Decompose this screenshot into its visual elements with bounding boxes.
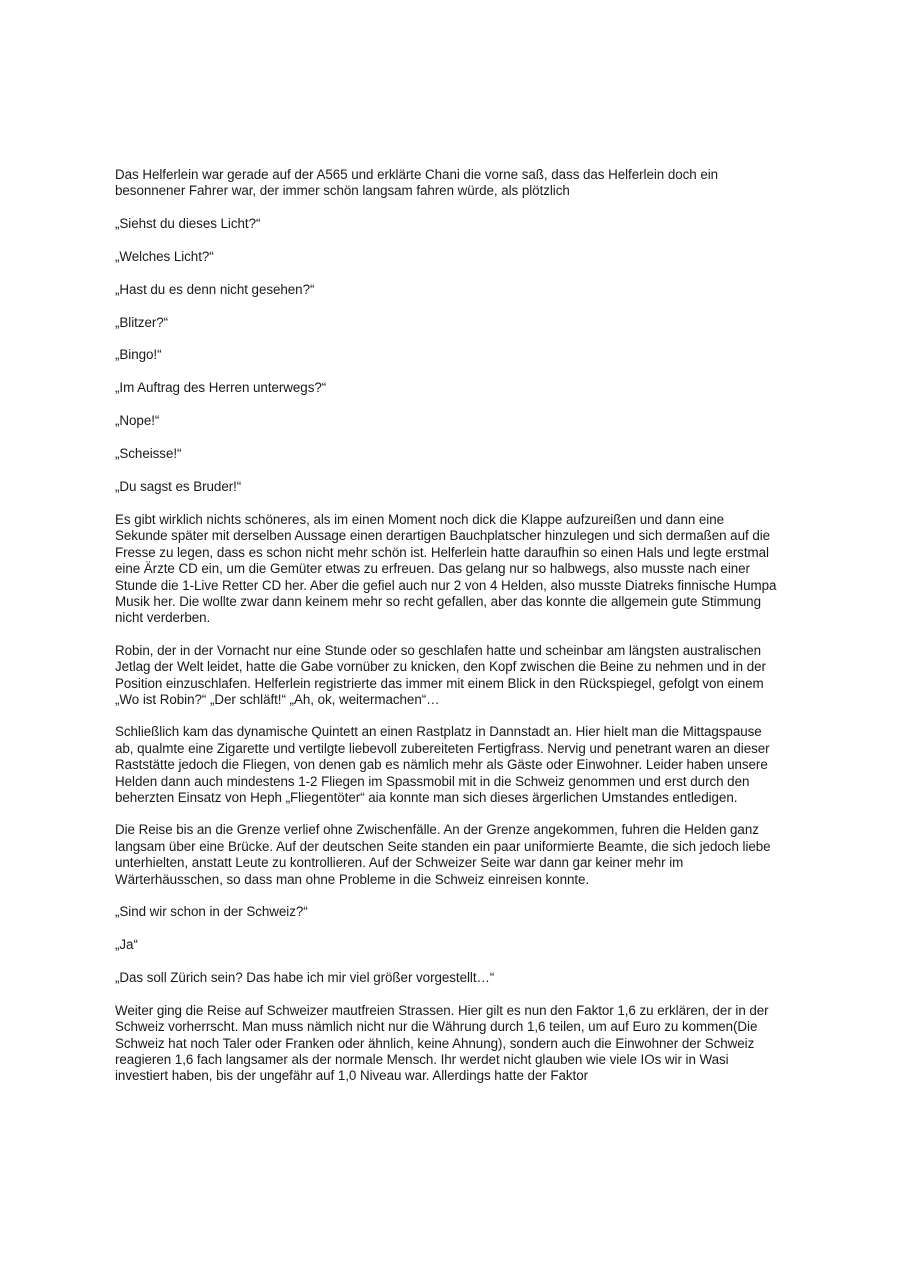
dialog-line: „Welches Licht?“ (115, 248, 214, 264)
dialog-line: „Blitzer?“ (115, 314, 169, 330)
dialog-line: „Im Auftrag des Herren unterwegs?“ (115, 380, 327, 396)
dialog-line: „Du sagst es Bruder!“ (115, 479, 242, 495)
dialog-line: „Hast du es denn nicht gesehen?“ (115, 281, 315, 297)
dialog-line: „Sind wir schon in der Schweiz?“ (115, 904, 308, 920)
paragraph-music: Es gibt wirklich nichts schöneres, als im einen Moment noch dick die Klappe aufzureißen und dann eine Sekunde später mit derselben Aussage einen derartigen Bauchplatscher hinzulegen und sich dermaßen auf die Fresse zu legen, dass es schon nicht mehr schön ist. Helferlein hatte daraufhin so einen Hals und legte erstmal eine Ärzte CD ein, um die Gemüter etwas zu erfreuen. Das gelang nur so halbwegs, also musste nach einer Stunde die 1-Live Retter CD her. Aber die gefiel auch nur 2 von 4 Helden, also musste Diatreks finnische Humpa Musik her. Die wollte zwar dann keinem mehr so recht gefallen, aber das konnte die allgemein gute Stimmung nicht verderben. (115, 511, 777, 626)
paragraph-rastplatz: Schließlich kam das dynamische Quintett an einen Rastplatz in Dannstadt an. Hier hielt man die Mittagspause ab, qualmte eine Zigarette und vertilgte liebevoll zubereiteten Fertigfrass. Nervig und penetrant waren an dieser Raststätte jedoch die Fliegen, von denen gab es nämlich mehr als Gäste oder Einwohner. Leider haben unsere Helden dann auch mindestens 1-2 Fliegen im Spassmobil mit in die Schweiz genommen und erst durch den beherzten Einsatz von Heph „Fliegentöter“ aia konnte man sich dieses ärgerlichen Umstandes entledigen. (115, 724, 770, 806)
dialog-line: „Scheisse!“ (115, 446, 182, 462)
dialog-line: „Bingo!“ (115, 347, 162, 363)
paragraph-faktor: Weiter ging die Reise auf Schweizer mautfreien Strassen. Hier gilt es nun den Faktor 1,6 zu erklären, der in der Schweiz vorherrscht. Man muss nämlich nicht nur die Währung durch 1,6 teilen, um auf Euro zu kommen(Die Schweiz hat noch Taler oder Franken oder ähnlich, keine Ahnung), sondern auch die Einwohner der Schweiz reagieren 1,6 fach langsamer als der normale Mensch. Ihr werdet nicht glauben wie viele IOs wir in Wasi investiert haben, bis der ungefähr auf 1,0 Niveau war. Allerdings hatte der Faktor (115, 1002, 769, 1084)
dialog-line: „Ja“ (115, 937, 138, 952)
dialog-line: „Siehst du dieses Licht?“ (115, 215, 261, 231)
dialog-line: „Das soll Zürich sein? Das habe ich mir viel größer vorgestellt…“ (115, 969, 495, 985)
paragraph-grenze: Die Reise bis an die Grenze verlief ohne Zwischenfälle. An der Grenze angekommen, fuhren die Helden ganz langsam über eine Brücke. Auf der deutschen Seite standen ein paar uniformierte Beamte, die sich jedoch liebe unterhielten, anstatt Leute zu kontrollieren. Auf der Schweizer Seite war dann gar keiner mehr im Wärterhäusschen, so dass man ohne Probleme in die Schweiz einreisen konnte. (115, 822, 771, 887)
document-body (115, 167, 780, 1101)
dialog-line: „Nope!“ (115, 413, 160, 429)
paragraph-robin: Robin, der in der Vornacht nur eine Stunde oder so geschlafen hatte und scheinbar am längsten australischen Jetlag der Welt leidet, hatte die Gabe vornüber zu knicken, den Kopf zwischen die Beine zu nehmen und in der Position einzuschlafen. Helferlein registrierte das immer mit einem Blick in den Rückspiegel, gefolgt von einem „Wo ist Robin?“ „Der schläft!“ „Ah, ok, weitermachen“… (115, 642, 766, 708)
paragraph-intro: Das Helferlein war gerade auf der A565 und erklärte Chani die vorne saß, dass das Helferlein doch ein besonnener Fahrer war, der immer schön langsam fahren würde, als plötzlich (115, 167, 719, 199)
